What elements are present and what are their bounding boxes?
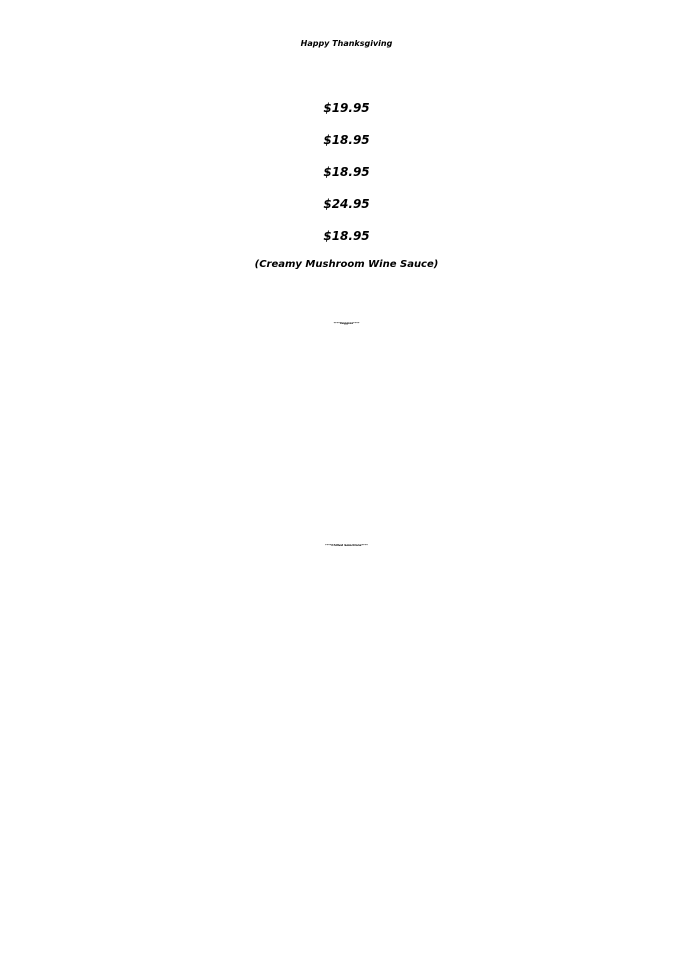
veggies-heading: ****Veggies**** [333,321,360,325]
entree-price: $19.95 [323,101,370,115]
entree-chicken-breast [0,166,693,178]
entree-ham [0,134,693,146]
entree-turkey-breast [0,102,693,114]
supreme-sauce-note: (Creamy Mushroom Wine Sauce) [254,259,439,270]
entree-shrimp-grits [0,230,693,242]
entree-price: $18.95 [323,229,370,243]
entree-price: $18.95 [323,165,370,179]
entree-price: $24.95 [323,197,370,211]
supreme-sauce-addon [0,260,693,270]
entree-price: $18.95 [323,133,370,147]
menu-title: Happy Thanksgiving [300,39,393,48]
chilled-heading: ****Chilled Selections**** [325,543,368,547]
entree-prime-rib [0,198,693,210]
